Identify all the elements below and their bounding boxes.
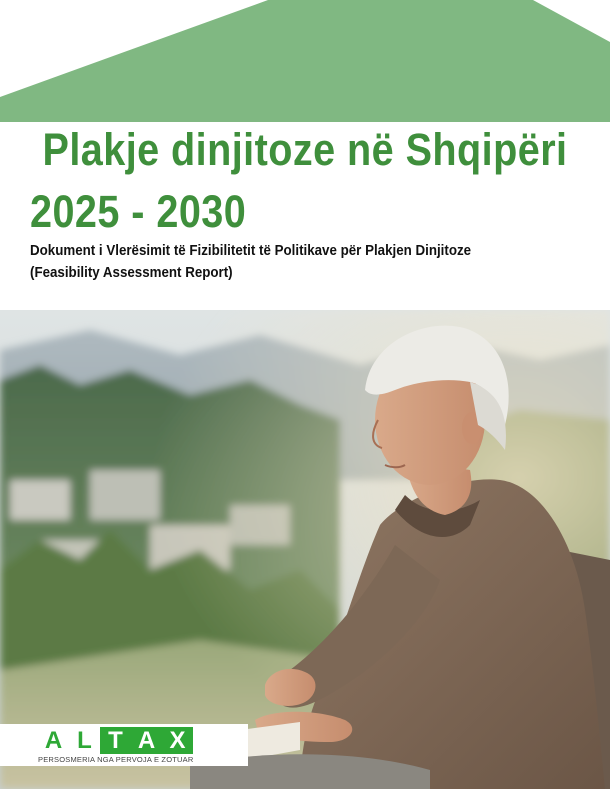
roof-polygon bbox=[0, 0, 610, 122]
elderly-man-landscape-photo bbox=[0, 310, 610, 789]
cover-subtitle-english: (Feasibility Assessment Report) bbox=[30, 265, 233, 281]
logo-letter: A bbox=[131, 727, 162, 754]
logo-letter: T bbox=[100, 727, 131, 754]
logo-wordmark bbox=[38, 727, 193, 754]
house-roof-shape bbox=[0, 0, 610, 122]
logo-tagline: PERSOSMERIA NGA PERVOJA E ZOTUAR bbox=[38, 755, 194, 764]
cover-title-years: 2025 - 2030 bbox=[30, 186, 247, 237]
cover-subtitle: Dokument i Vlerësimit të Fizibilitetit të Politikave për Plakjen Dinjitoze bbox=[30, 243, 472, 259]
logo-letter: L bbox=[69, 727, 100, 754]
cover-title: Plakje dinjitoze në Shqipëri bbox=[42, 124, 568, 175]
altax-logo bbox=[0, 724, 248, 766]
logo-letter: A bbox=[38, 727, 69, 754]
logo-letter: X bbox=[162, 727, 193, 754]
